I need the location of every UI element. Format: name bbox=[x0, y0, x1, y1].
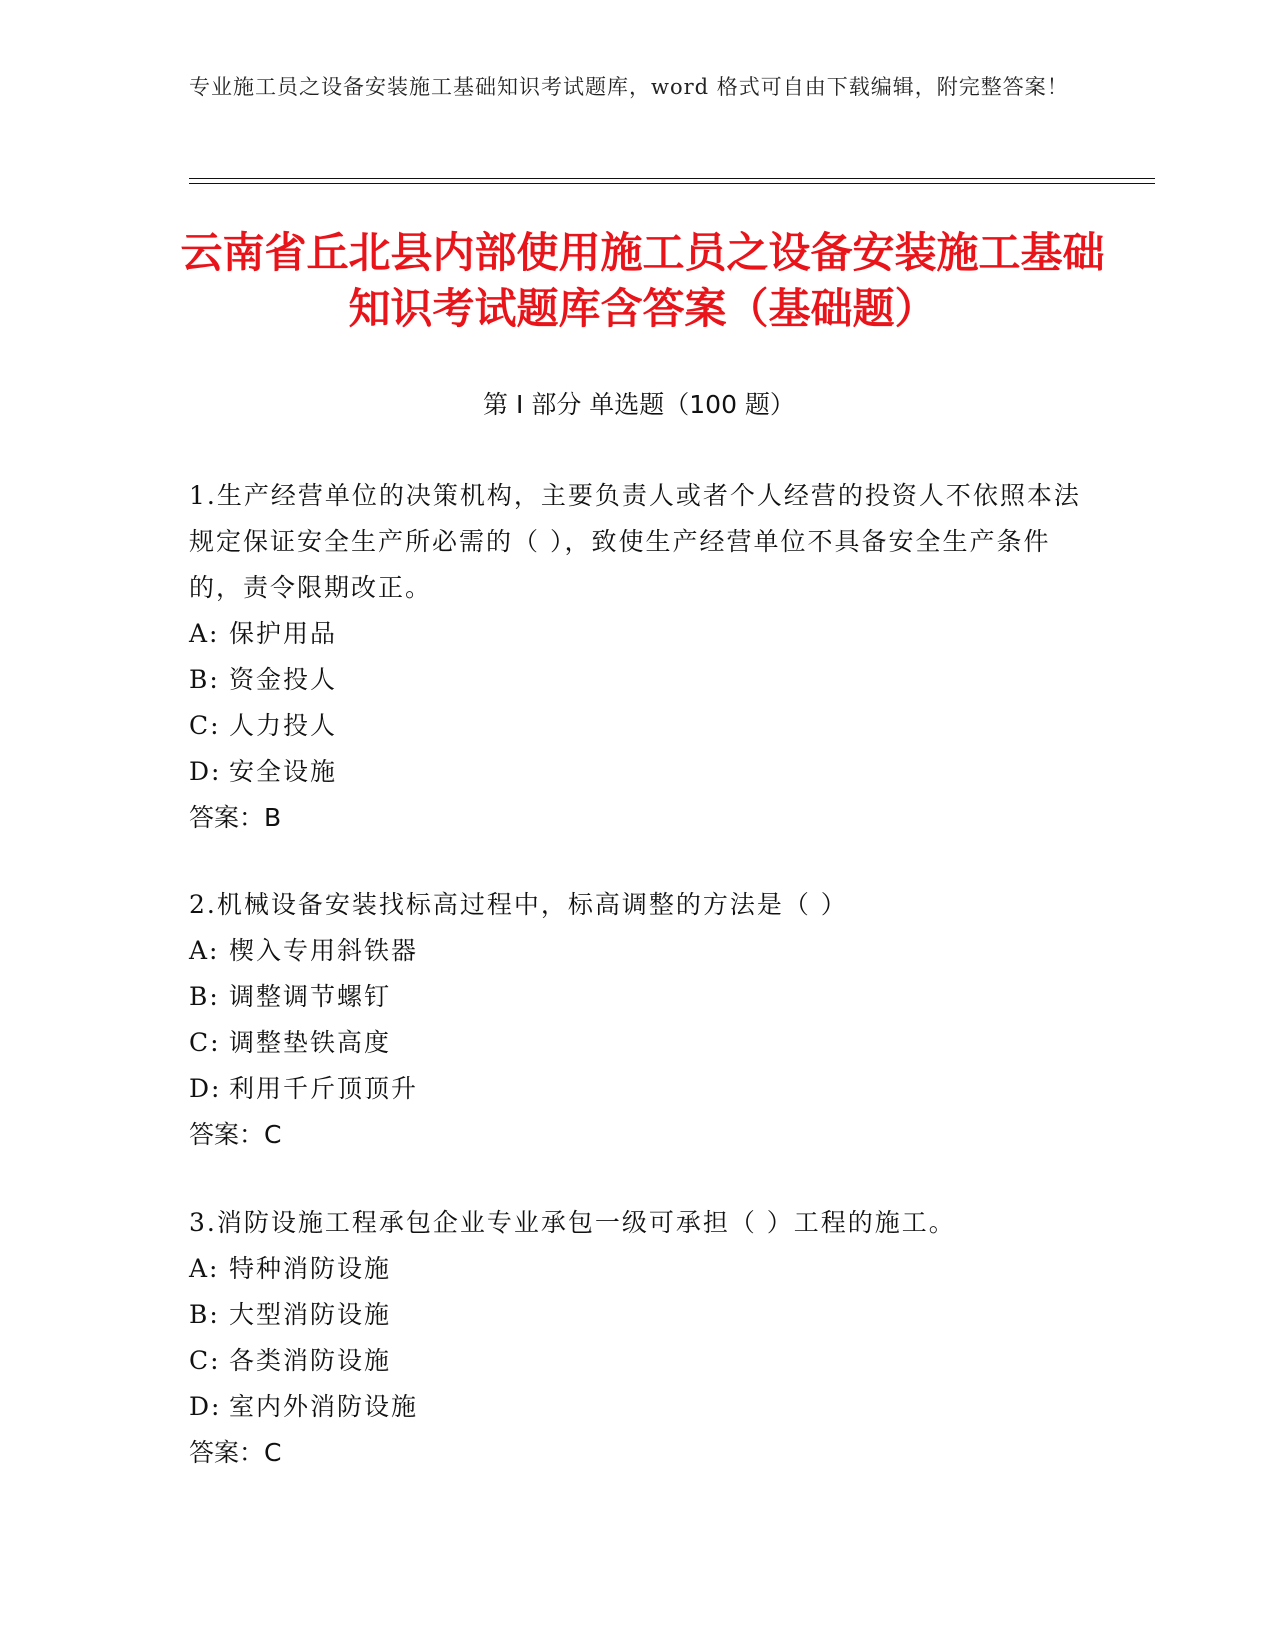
option-key: B: bbox=[189, 1300, 220, 1329]
option-text: 调整垫铁高度 bbox=[229, 1028, 392, 1057]
option-b bbox=[189, 1292, 1089, 1338]
option-text: 资金投人 bbox=[229, 665, 338, 694]
question-1 bbox=[189, 473, 1089, 841]
option-key: C: bbox=[189, 1346, 221, 1375]
answer-prefix: 答案： bbox=[189, 1438, 265, 1467]
option-b bbox=[189, 974, 1089, 1020]
question-stem: 3.消防设施工程承包企业专业承包一级可承担（ ）工程的施工。 bbox=[189, 1208, 956, 1237]
option-key: A: bbox=[189, 936, 220, 965]
header-divider-line bbox=[189, 178, 1155, 179]
header-note: 专业施工员之设备安装施工基础知识考试题库，word 格式可自由下载编辑，附完整答案！ bbox=[189, 75, 1069, 99]
answer-value: B bbox=[264, 803, 282, 832]
option-text: 特种消防设施 bbox=[229, 1254, 392, 1283]
answer-value: C bbox=[264, 1438, 282, 1467]
option-text: 室内外消防设施 bbox=[229, 1392, 419, 1421]
answer-line bbox=[189, 1430, 1089, 1476]
option-key: B: bbox=[189, 982, 220, 1011]
option-text: 调整调节螺钉 bbox=[229, 982, 392, 1011]
option-key: B: bbox=[189, 665, 220, 694]
question-2 bbox=[189, 882, 1089, 1158]
option-a bbox=[189, 611, 1089, 657]
option-key: A: bbox=[189, 619, 220, 648]
option-a bbox=[189, 1246, 1089, 1292]
option-text: 楔入专用斜铁器 bbox=[229, 936, 419, 965]
question-3 bbox=[189, 1200, 1089, 1476]
option-text: 人力投人 bbox=[229, 711, 338, 740]
answer-prefix: 答案： bbox=[189, 1120, 265, 1149]
option-c bbox=[189, 1338, 1089, 1384]
answer-prefix: 答案： bbox=[189, 803, 265, 832]
option-text: 利用千斤顶顶升 bbox=[229, 1074, 419, 1103]
option-b bbox=[189, 657, 1089, 703]
option-c bbox=[189, 1020, 1089, 1066]
option-key: D: bbox=[189, 757, 222, 786]
option-text: 安全设施 bbox=[229, 757, 338, 786]
option-text: 大型消防设施 bbox=[229, 1300, 392, 1329]
option-d bbox=[189, 1066, 1089, 1112]
option-key: C: bbox=[189, 1028, 221, 1057]
option-a bbox=[189, 928, 1089, 974]
document-title: 云南省丘北县内部使用施工员之设备安装施工基础知识考试题库含答案（基础题） bbox=[180, 228, 1105, 333]
option-text: 各类消防设施 bbox=[229, 1346, 392, 1375]
option-text: 保护用品 bbox=[229, 619, 338, 648]
option-key: D: bbox=[189, 1074, 222, 1103]
question-stem: 1.生产经营单位的决策机构，主要负责人或者个人经营的投资人不依照本法规定保证安全生产所必需的（ ），致使生产经营单位不具备安全生产条件的，责令限期改正。 bbox=[189, 481, 1081, 602]
answer-line bbox=[189, 795, 1089, 841]
section-title: 第 I 部分 单选题（100 题） bbox=[483, 390, 795, 419]
answer-line bbox=[189, 1112, 1089, 1158]
header-divider-line-second bbox=[189, 183, 1155, 184]
answer-value: C bbox=[264, 1120, 282, 1149]
option-key: C: bbox=[189, 711, 221, 740]
question-stem: 2.机械设备安装找标高过程中，标高调整的方法是（ ） bbox=[189, 890, 848, 919]
option-d bbox=[189, 1384, 1089, 1430]
option-key: A: bbox=[189, 1254, 220, 1283]
option-d bbox=[189, 749, 1089, 795]
option-c bbox=[189, 703, 1089, 749]
option-key: D: bbox=[189, 1392, 222, 1421]
